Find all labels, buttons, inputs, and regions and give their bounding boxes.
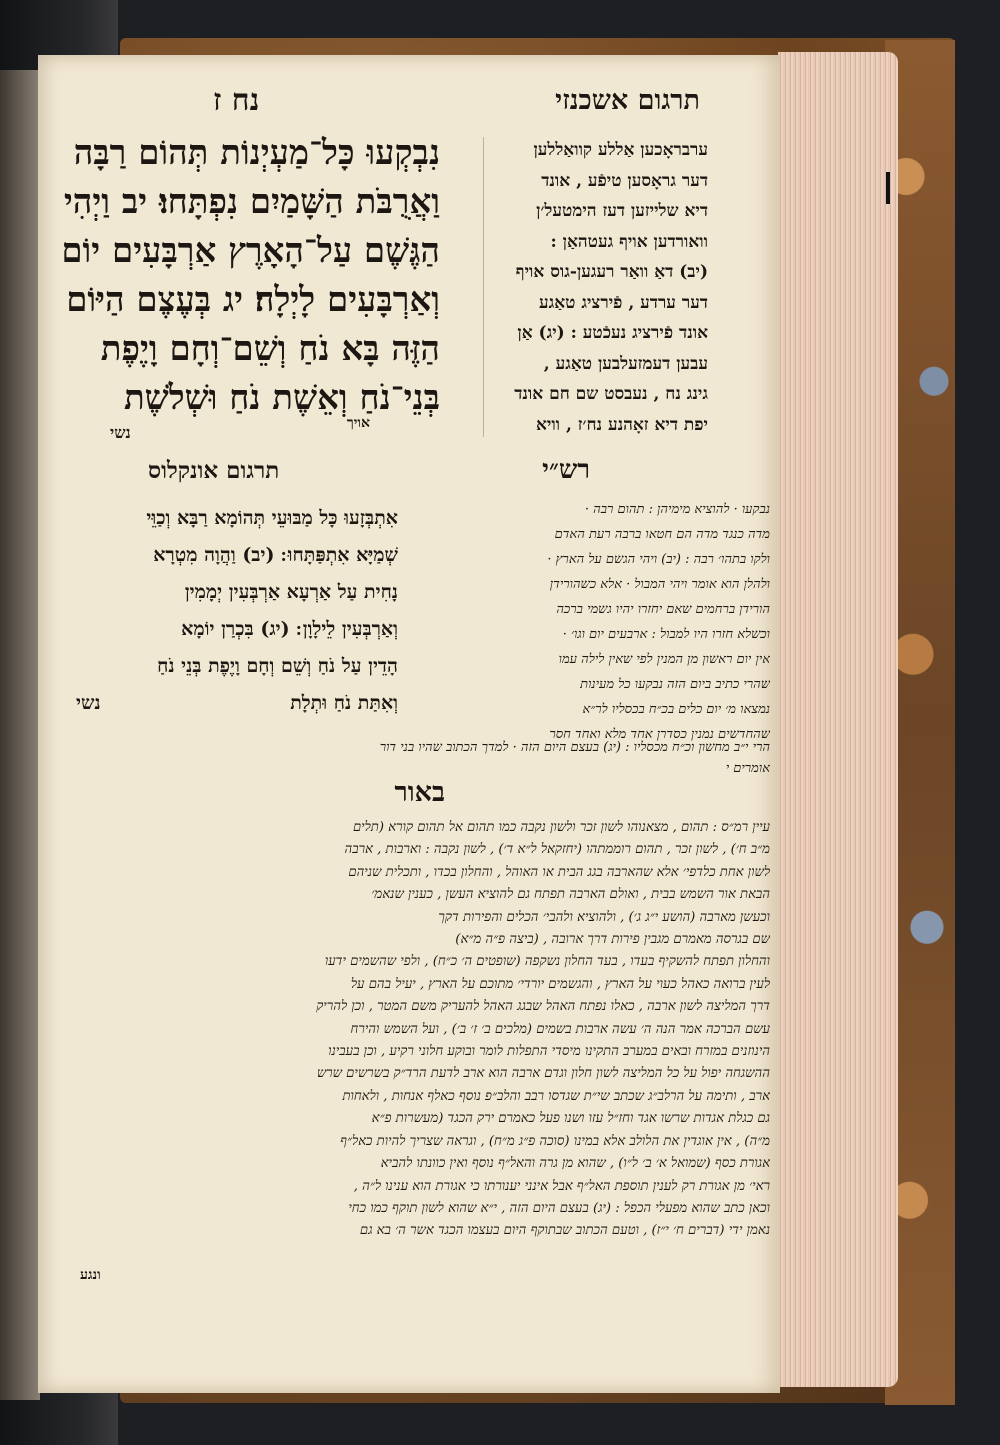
biur-commentary	[70, 817, 770, 1243]
translation-line: דער ערדע , פֿירציג טאַגע	[539, 292, 708, 313]
scripture-line: הַזֶּה בָּא נֹחַ וְשֵׁם־וְחָם וָיֶפֶת	[100, 329, 440, 369]
onkelos-last-line	[68, 685, 398, 722]
rashi-line: הורידן ברחמים שאם יחזרו יהיו גשמי ברכה	[556, 602, 770, 617]
translation-line: יפת דיא זאָהנע נח׳ז , וויא	[535, 414, 708, 435]
scripture-line: נִבְקְעוּ כָּל־מַעְיְנוֹת תְּהוֹם רַבָּה	[73, 133, 440, 173]
translation-line: דער גראָסען טיפֿע , אונד	[541, 170, 708, 191]
translation-catchword: אויך	[346, 415, 370, 431]
rashi-line: וכשלא חזרו היו למבול : ארבעים יום וגו׳ ·	[562, 627, 770, 642]
biur-line: מ״ה) , אין אוגדין את הלולב אלא במינו (סוכה פ״ג מ״ח) , וגראה שצריך להיות כאל״ף	[340, 1133, 770, 1149]
rashi-continuation	[70, 737, 770, 779]
bookmark-ribbon	[886, 172, 890, 204]
rashi-heading: רש״י	[542, 455, 590, 485]
book-spine	[0, 70, 40, 1400]
translation-line: דיא שלייזען דעז הימטעל׳ן	[536, 201, 708, 221]
biur-line: אגורת כסף (שמואל א׳ ב׳ ל״ו) , שהוא מן גרה והאל״ף נוסף ואין כוונתו להביא	[380, 1156, 770, 1172]
biur-line: לשון אחת כלדפי׳ אלא שהארבה בגג הבית או האוהל , והחלון בכדו , ותכלית שניהם	[348, 864, 770, 880]
translation-line: עבען דעמזעלבען טאַגע ,	[543, 353, 708, 374]
rashi-line: מדה כנגד מדה הם חטאו ברבה רעת האדם	[554, 527, 770, 542]
translation-line: ערבראָכען אַללע קוואַללען	[533, 140, 708, 160]
biur-line: נאמן ידי (דברים ח׳ י״ז) , וטעם הכתוב שבתוקף היום בעצמו הכגד אשר ה׳ בא גם	[359, 1223, 770, 1239]
rashi-line: שהחדשים נמנין כסדרן אחד מלא ואחד חסר	[549, 727, 770, 742]
scripture-line: בְּנֵי־נֹחַ וְאֵשֶׁת נֹחַ וּשְׁלֹשֶׁת	[123, 378, 440, 418]
biur-heading: באור	[394, 777, 445, 808]
rashi-tail-line: אומרים י	[725, 761, 770, 776]
scripture-line: הַגֶּשֶׁם עַל־הָאָרֶץ אַרְבָּעִים יוֹם	[61, 231, 440, 271]
onkelos-line: שְׁמַיָּא אִתְפַּתָּחוּ ׃ (יב) וַהֲוָה מִטְרָא	[153, 544, 398, 566]
rashi-line: ולקו בתהו׳ רבה : (יב) ויהי הגשם על הארץ ·	[547, 552, 770, 567]
onkelos-targum	[68, 500, 398, 722]
biur-line: וכאן כתב שהוא מפעלי הכפל : (יג) בעצם היום הזה , י״א שהוא לשון תוקף כמו כחי	[348, 1200, 770, 1216]
biur-line: וכעשן מארבה (הושע י״ג ג׳) , ולהוציא ולהבי׳ הכלים והפירות דקך	[438, 909, 770, 925]
biur-line: ההשגחה יפול על כל המליצה לשון חלון וגדם ארבה הוא ארב לדעת הרד״ק בשרשים שרש	[316, 1066, 770, 1082]
header-translation-title: תרגום אשכנזי	[555, 85, 700, 116]
translation-line: אונד פֿירציג נעכֿטע : (יג) אַן	[517, 323, 708, 343]
biur-line: הבאת אור השמש בבית , ואולם הארבה תפתח גם להוציא העשן , כענין שנאמ׳	[371, 887, 770, 903]
column-divider	[483, 137, 484, 437]
scripture-column	[60, 129, 440, 423]
biur-line: ארב , ותימה על הרלב״ג שכתב שי״ת שגדסו רבב והלב״פ נוסף כאלף אנחות , ולאחות	[342, 1088, 770, 1104]
rashi-line: נמצאו מ׳ יום כלים בכ״ח בכסליו לר״א	[582, 702, 770, 717]
biur-line: מ״ב ח׳) , לשון זכר , תהום רוממתהו (יחזקאל ל״א ד׳) , לשון נקבה : וארבות , ארבה	[344, 842, 770, 858]
biur-line: שם בגרסה מאמרם מגבין פירות דרך ארובה , (ביצה פ״ה מ״א)	[455, 932, 770, 948]
rashi-line: שהרי כתיב ביום הזה נבקעו כל מעינות	[580, 677, 770, 692]
onkelos-line: הָדֵין עַל נֹחַ וְשֵׁם וְחָם וָיֶפֶת בְּנֵי נֹחַ	[157, 655, 398, 677]
biur-line: דרך המליצה לשון ארבה , כאלו נפתח האהל שבגג האהל להעריק משם המטר , וכן להריק	[316, 999, 770, 1015]
rashi-line: ולהלן הוא אומר ויהי המבול · אלא כשהורידן	[549, 577, 770, 592]
scripture-catchword: נשי	[110, 423, 131, 442]
rashi-tail-line: הרי י״ב מחשון וכ״ח מכסליו : (יג) בעצם היום הזה · למדך הכתוב שהיו בני דור	[379, 740, 770, 755]
biur-line: הינוזנים במזרח ובאים במערב התקינו מיסדי התפלות לומר ובוקע חלוני רקיע , וכן בעבינו	[328, 1044, 770, 1060]
scripture-line: וְאַרְבָּעִים לָיְלָה׃ יג בְּעֶצֶם הַיּוֹם	[66, 280, 440, 320]
page-catchword: ונגע	[80, 1267, 101, 1283]
rashi-line: נבקעו · להוציא מימיהן : תהום רבה ·	[584, 502, 770, 517]
onkelos-catchword: נשי	[76, 692, 101, 714]
onkelos-heading: תרגום אונקלוס	[148, 457, 280, 484]
translation-line: וואורדען אויף געטהאַן :	[550, 231, 708, 252]
german-translation-column	[448, 135, 708, 440]
onkelos-line: וְאִתַּת נֹחַ וּתְלָת	[290, 692, 398, 714]
translation-line: (יב) דאַ וואַר רעגען-גוס אויף	[515, 262, 708, 282]
biur-line: והחלון תפתח להשקיף בעדו , בעד החלון נשקפה (שופטים ה׳ כ״ח) , ולפי שהשמים ידעו	[324, 954, 770, 970]
header-parasha-chapter: נח ז	[213, 83, 260, 118]
biur-line: לעין ברואה כאהל כעוי על הארץ , והגשמים יורדי׳ מתוכם על הארץ , יעיל בהם על	[350, 976, 770, 992]
biur-line: גם כגלת אגדות שרשו אגד וחז״ל עזו ושנו פעל כאמרם ירק הכגד (מעשרות פ״א	[371, 1111, 770, 1127]
rashi-line: אין יום ראשון מן המנין לפי שאין לילה עמו	[558, 652, 770, 667]
biur-line: ראי׳ מן אגורת רק לענין תוספת האל״ף אבל אינני יענורתו כי אגורת הוא ענינו ל״ה ,	[353, 1178, 770, 1194]
biur-line: עיין רמ״ס : תהום , מצאנוהו לשון זכר ולשון נקבה כמו תהום אל תהום קורא (תלים	[352, 820, 770, 835]
biur-line: עשם הברכה אמר הנה ה׳ עשה ארבות בשמים (מלכים ב׳ ז׳ ב׳) , ועל השמש והירח	[350, 1021, 770, 1037]
rashi-commentary	[440, 497, 770, 747]
onkelos-line: נָחִית עַל אַרְעָא אַרְבְּעִין יְמָמִין	[184, 581, 398, 603]
page-edges	[778, 52, 898, 1387]
onkelos-line: וְאַרְבְּעִין לֵילָוָן ׃ (יג) בִּכְרַן יוֹמָא	[181, 618, 398, 640]
book-page	[38, 55, 780, 1393]
scripture-line: וַאֲרֻבֹּת הַשָּׁמַיִם נִפְתָּחוּ׃ יב וַיְהִי	[63, 182, 440, 222]
translation-line: גינג נח , נעבסט שם חם אונד	[514, 384, 708, 404]
onkelos-line: אִתְבְּזָעוּ כָּל מַבּוּעֵי תְּהוֹמָא רַבָּא וְכַוֵּי	[146, 507, 398, 529]
